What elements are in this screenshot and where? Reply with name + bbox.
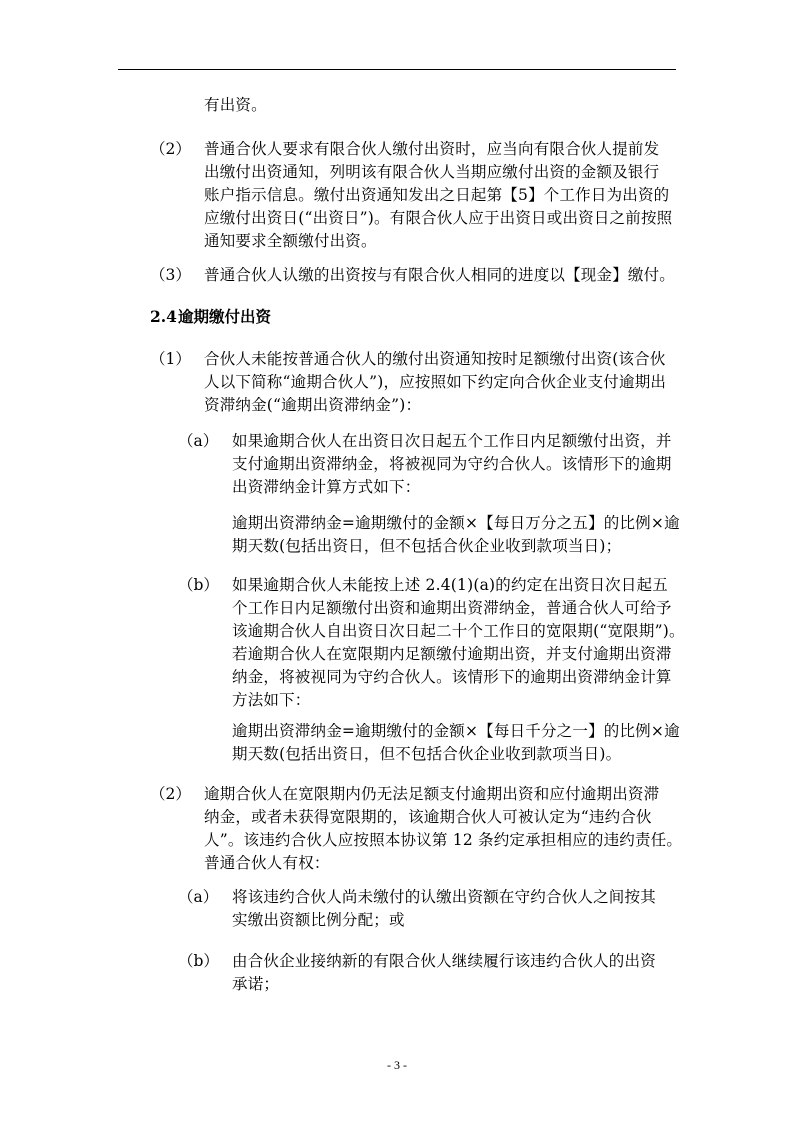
paragraph-line: 出缴付出资通知，列明该有限合伙人当期应缴付出资的金额及银行 — [204, 163, 660, 181]
paragraph-line: 有出资。 — [204, 96, 267, 114]
header-rule — [118, 69, 676, 70]
item-number: （2） — [150, 785, 191, 803]
paragraph-line: 支付逾期出资滞纳金，将被视同为守约合伙人。该情形下的逾期 — [232, 455, 672, 473]
paragraph-line: 通知要求全额缴付出资。 — [204, 232, 377, 250]
section-number: 2.4 — [150, 307, 177, 326]
paragraph-line: 如果逾期合伙人未能按上述 2.4(1)(a)的约定在出资日次日起五 — [232, 576, 668, 594]
formula-line: 逾期出资滞纳金=逾期缴付的金额×【每日千分之一】的比例×逾 — [232, 722, 680, 740]
subitem-label: （b） — [178, 576, 219, 594]
paragraph-line: 由合伙企业接纳新的有限合伙人继续履行该违约合伙人的出资 — [232, 952, 656, 970]
paragraph-line: 人以下简称“逾期合伙人”)，应按照如下约定向合伙企业支付逾期出 — [204, 373, 667, 391]
paragraph-line: 普通合伙人认缴的出资按与有限合伙人相同的进度以【现金】缴付。 — [204, 266, 676, 284]
subitem-label: （a） — [178, 888, 219, 906]
item-number: （1） — [150, 350, 191, 368]
paragraph-line: 普通合伙人要求有限合伙人缴付出资时，应当向有限合伙人提前发 — [204, 140, 660, 158]
paragraph-line: 个工作日内足额缴付出资和逾期出资滞纳金，普通合伙人可给予 — [232, 599, 672, 617]
paragraph-line: 资滞纳金(“逾期出资滞纳金”)： — [204, 396, 422, 414]
formula-line: 逾期出资滞纳金=逾期缴付的金额×【每日万分之五】的比例×逾 — [232, 514, 680, 532]
subitem-label: （b） — [178, 952, 219, 970]
formula-line: 期天数(包括出资日，但不包括合伙企业收到款项当日)。 — [232, 745, 622, 763]
paragraph-line: 承诺； — [232, 975, 280, 993]
paragraph-line: 该逾期合伙人自出资日次日起二十个工作日的宽限期(“宽限期”)。 — [232, 622, 685, 640]
paragraph-line: 逾期合伙人在宽限期内仍无法足额支付逾期出资和应付逾期出资滞 — [204, 785, 660, 803]
paragraph-line: 应缴付出资日(“出资日”)。有限合伙人应于出资日或出资日之前按照 — [204, 209, 673, 227]
paragraph-line: 若逾期合伙人在宽限期内足额缴付逾期出资，并支付逾期出资滞 — [232, 645, 672, 663]
paragraph-line: 普通合伙人有权： — [204, 854, 330, 872]
subitem-label: （a） — [178, 432, 219, 450]
paragraph-line: 纳金，或者未获得宽限期的，该逾期合伙人可被认定为“违约合伙 — [204, 808, 652, 826]
paragraph-line: 如果逾期合伙人在出资日次日起五个工作日内足额缴付出资，并 — [232, 432, 672, 450]
paragraph-line: 方法如下： — [232, 691, 311, 709]
item-number: （3） — [150, 266, 191, 284]
formula-line: 期天数(包括出资日，但不包括合伙企业收到款项当日)； — [232, 537, 622, 555]
paragraph-line: 实缴出资额比例分配；或 — [232, 911, 405, 929]
paragraph-line: 人”。该违约合伙人应按照本协议第 12 条约定承担相应的违约责任。 — [204, 831, 683, 849]
section-title: 逾期缴付出资 — [178, 307, 272, 326]
paragraph-line: 出资滞纳金计算方式如下： — [232, 478, 421, 496]
paragraph-line: 账户指示信息。缴付出资通知发出之日起第【5】个工作日为出资的 — [204, 186, 670, 204]
paragraph-line: 将该违约合伙人尚未缴付的认缴出资额在守约合伙人之间按其 — [232, 888, 656, 906]
paragraph-line: 纳金，将被视同为守约合伙人。该情形下的逾期出资滞纳金计算 — [232, 668, 672, 686]
page-number: - 3 - — [387, 1058, 407, 1072]
paragraph-line: 合伙人未能按普通合伙人的缴付出资通知按时足额缴付出资(该合伙 — [204, 350, 666, 368]
item-number: （2） — [150, 140, 191, 158]
